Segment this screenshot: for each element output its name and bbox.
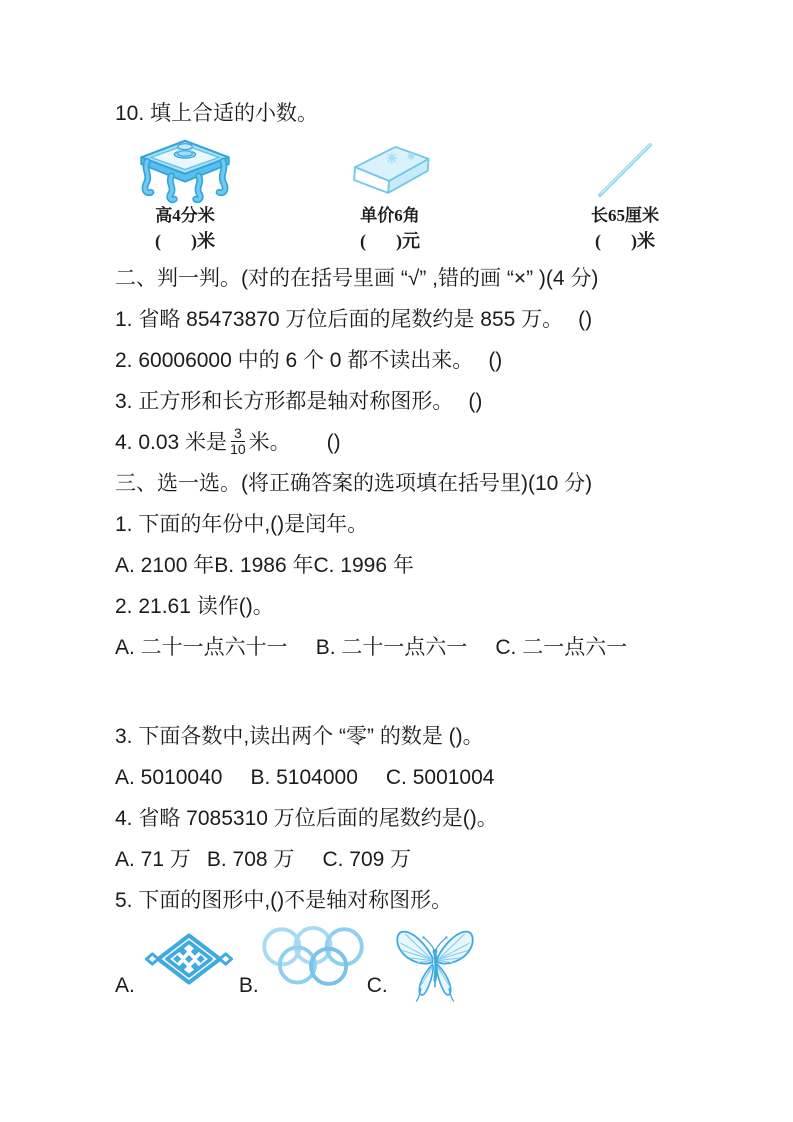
choice-q2-stem: 2. 21.61 读作()。 [115,595,274,618]
judge-item-4 [115,422,793,463]
q10-title: 10. 填上合适的小数。 [115,102,319,125]
q10-figure-table [125,134,245,254]
judge-item-1 [115,299,793,340]
chinese-knot-icon [145,931,233,987]
eraser-icon [344,134,436,204]
judge-item-2-text: 2. 60006000 中的 6 个 0 都不读出来。 [115,349,474,372]
section3-header: 三、选一选。(将正确答案的选项填在括号里)(10 分) [115,472,593,495]
choice-q2-options [115,627,793,668]
q1-option-b: B. 1986 年 [214,554,314,577]
q2-option-b: B. 二十一点六一 [315,636,468,659]
judge-item-1-text: 1. 省略 85473870 万位后面的尾数约是 855 万。 [115,308,564,331]
butterfly-icon [394,921,476,1003]
olympic-rings-icon [261,926,365,991]
q2-option-c: C. 二一点六一 [495,636,628,659]
q10-figure-row [115,134,793,258]
q5-label-a: A. [115,974,135,997]
q10-figure-eraser [330,134,450,254]
q3-option-a: A. 5010040 [115,766,223,789]
q10-blank-1: ( )米 [155,231,215,251]
choice-q3-stem: 3. 下面各数中,读出两个 “零” 的数是 ()。 [115,725,484,748]
q10-figure-stick [565,134,685,254]
q5-label-c: C. [366,974,388,997]
choice-q3-options [115,757,793,798]
q10-blank-3: ( )米 [595,231,655,251]
q3-option-b: B. 5104000 [250,766,358,789]
q4-option-a: A. 71 万 [115,848,191,871]
stick-icon [593,134,657,204]
judge-item-4-suffix: 米。 [248,431,291,454]
q1-option-a: A. 2100 年 [115,554,215,577]
tea-table-icon [136,134,234,204]
q1-option-c: C. 1996 年 [313,554,414,577]
q4-option-b: B. 708 万 [206,848,295,871]
choice-q5-stem: 5. 下面的图形中,()不是轴对称图形。 [115,889,453,912]
q5-label-b: B. [238,974,259,997]
judge-item-3-paren: () [468,390,483,413]
q5-figure-row [115,921,793,1003]
judge-item-2-paren: () [488,349,503,372]
judge-item-2 [115,340,793,381]
choice-q1-options [115,545,793,586]
q4-option-c: C. 709 万 [322,848,412,871]
judge-item-3-text: 3. 正方形和长方形都是轴对称图形。 [115,390,454,413]
judge-item-1-paren: () [578,308,593,331]
judge-item-4-paren: () [326,431,341,454]
fraction-3-10: $\frac{3}{10}$ [230,424,246,457]
q3-option-c: C. 5001004 [385,766,495,789]
judge-item-4-prefix: 4. 0.03 米是 [115,431,228,454]
choice-q4-stem: 4. 省略 7085310 万位后面的尾数约是()。 [115,807,498,830]
q10-caption-1: 高4分米 [155,206,215,225]
section2-header: 二、判一判。(对的在括号里画 “√” ,错的画 “×” )(4 分) [115,267,599,290]
choice-q4-options [115,839,793,880]
q10-blank-2: ( )元 [360,231,420,251]
q2-option-a: A. 二十一点六十一 [115,636,288,659]
q10-caption-3: 长65厘米 [591,206,659,225]
q10-caption-2: 单价6角 [360,206,420,225]
judge-item-3 [115,381,793,422]
choice-q1-stem: 1. 下面的年份中,()是闰年。 [115,513,369,536]
